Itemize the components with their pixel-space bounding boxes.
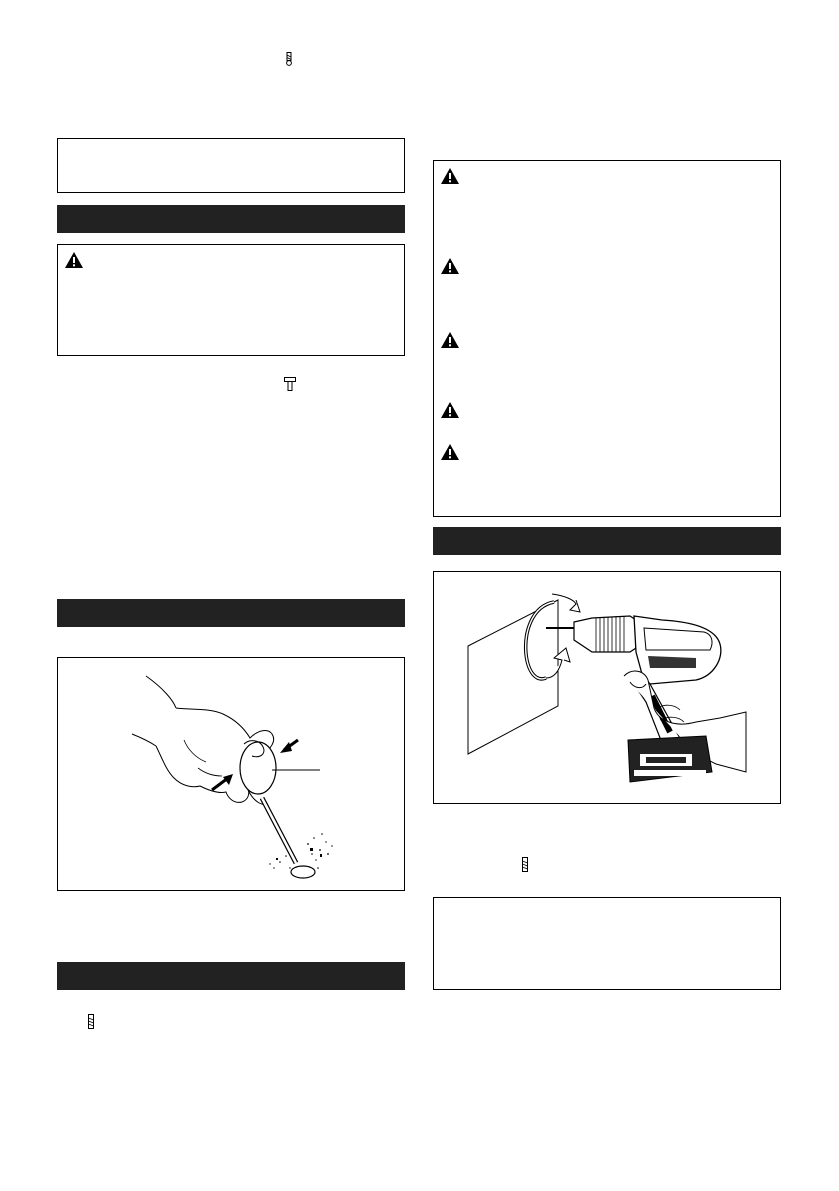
warning-icon — [440, 443, 460, 461]
blower-bulb-figure — [57, 657, 405, 891]
section-header-bar — [57, 599, 405, 627]
warning-icon — [440, 401, 460, 419]
warning-icon — [64, 251, 84, 269]
notice-box — [57, 138, 405, 193]
hammer-mode-icon — [284, 377, 296, 391]
section-header-bar — [57, 205, 405, 233]
drill-wall-figure — [433, 571, 781, 804]
caution-list-box — [433, 160, 781, 517]
section-header-bar — [57, 962, 405, 990]
screw-mode-icon — [86, 1014, 96, 1030]
warning-icon — [440, 167, 460, 185]
caution-box — [57, 244, 405, 356]
screw-mode-icon — [520, 857, 530, 873]
drill-mode-icon — [284, 52, 294, 66]
warning-icon — [440, 257, 460, 275]
notice-box — [433, 897, 781, 990]
section-header-bar — [433, 527, 781, 555]
warning-icon — [440, 331, 460, 349]
